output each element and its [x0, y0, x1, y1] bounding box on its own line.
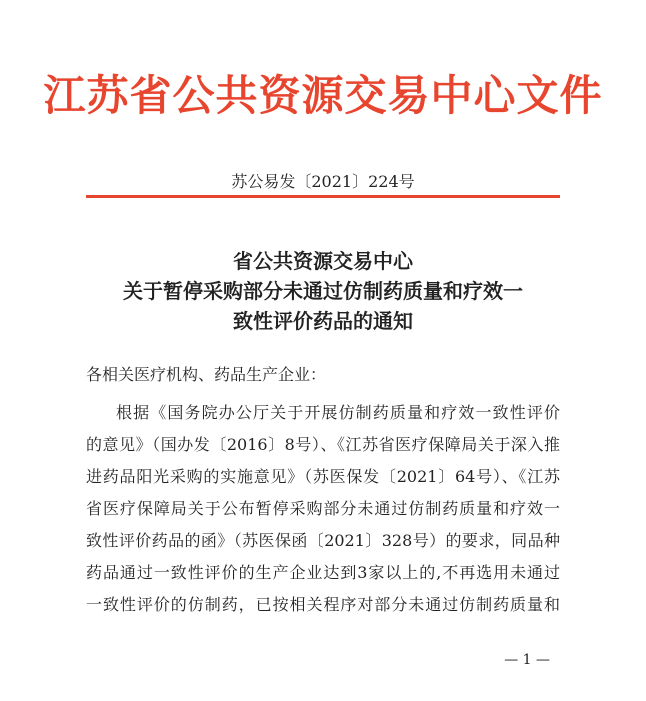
- body-paragraph: [86, 397, 560, 621]
- salutation: 各相关医疗机构、药品生产企业：: [86, 365, 327, 384]
- header-divider: [86, 195, 560, 198]
- notice-title-line: 致性评价药品的通知: [233, 309, 413, 333]
- document-number: 苏公易发〔2021〕224号: [231, 172, 415, 191]
- body-line: 药品通过一致性评价的生产企业达到3家以上的,不再选用未通过: [86, 563, 560, 582]
- body-line: 一致性评价的仿制药，已按相关程序对部分未通过仿制药质量和: [86, 595, 560, 614]
- body-line: 致性评价药品的函》（苏医保函〔2021〕328号）的要求，同品种: [86, 531, 560, 550]
- notice-title-line: 省公共资源交易中心: [233, 249, 413, 273]
- page-number: — 1 —: [504, 652, 550, 668]
- body-line: 进药品阳光采购的实施意见》（苏医保发〔2021〕64号）、《江苏: [86, 467, 560, 486]
- body-line: 根据《国务院办公厅关于开展仿制药质量和疗效一致性评价: [116, 403, 560, 422]
- body-line: 的意见》（国办发〔2016〕8号）、《江苏省医疗保障局关于深入推: [86, 435, 560, 454]
- notice-title: [0, 246, 646, 336]
- body-line: 省医疗保障局关于公布暂停采购部分未通过仿制药质量和疗效一: [86, 499, 560, 518]
- notice-title-line: 关于暂停采购部分未通过仿制药质量和疗效一: [123, 279, 523, 303]
- document-header-title: 江苏省公共资源交易中心文件: [43, 71, 603, 120]
